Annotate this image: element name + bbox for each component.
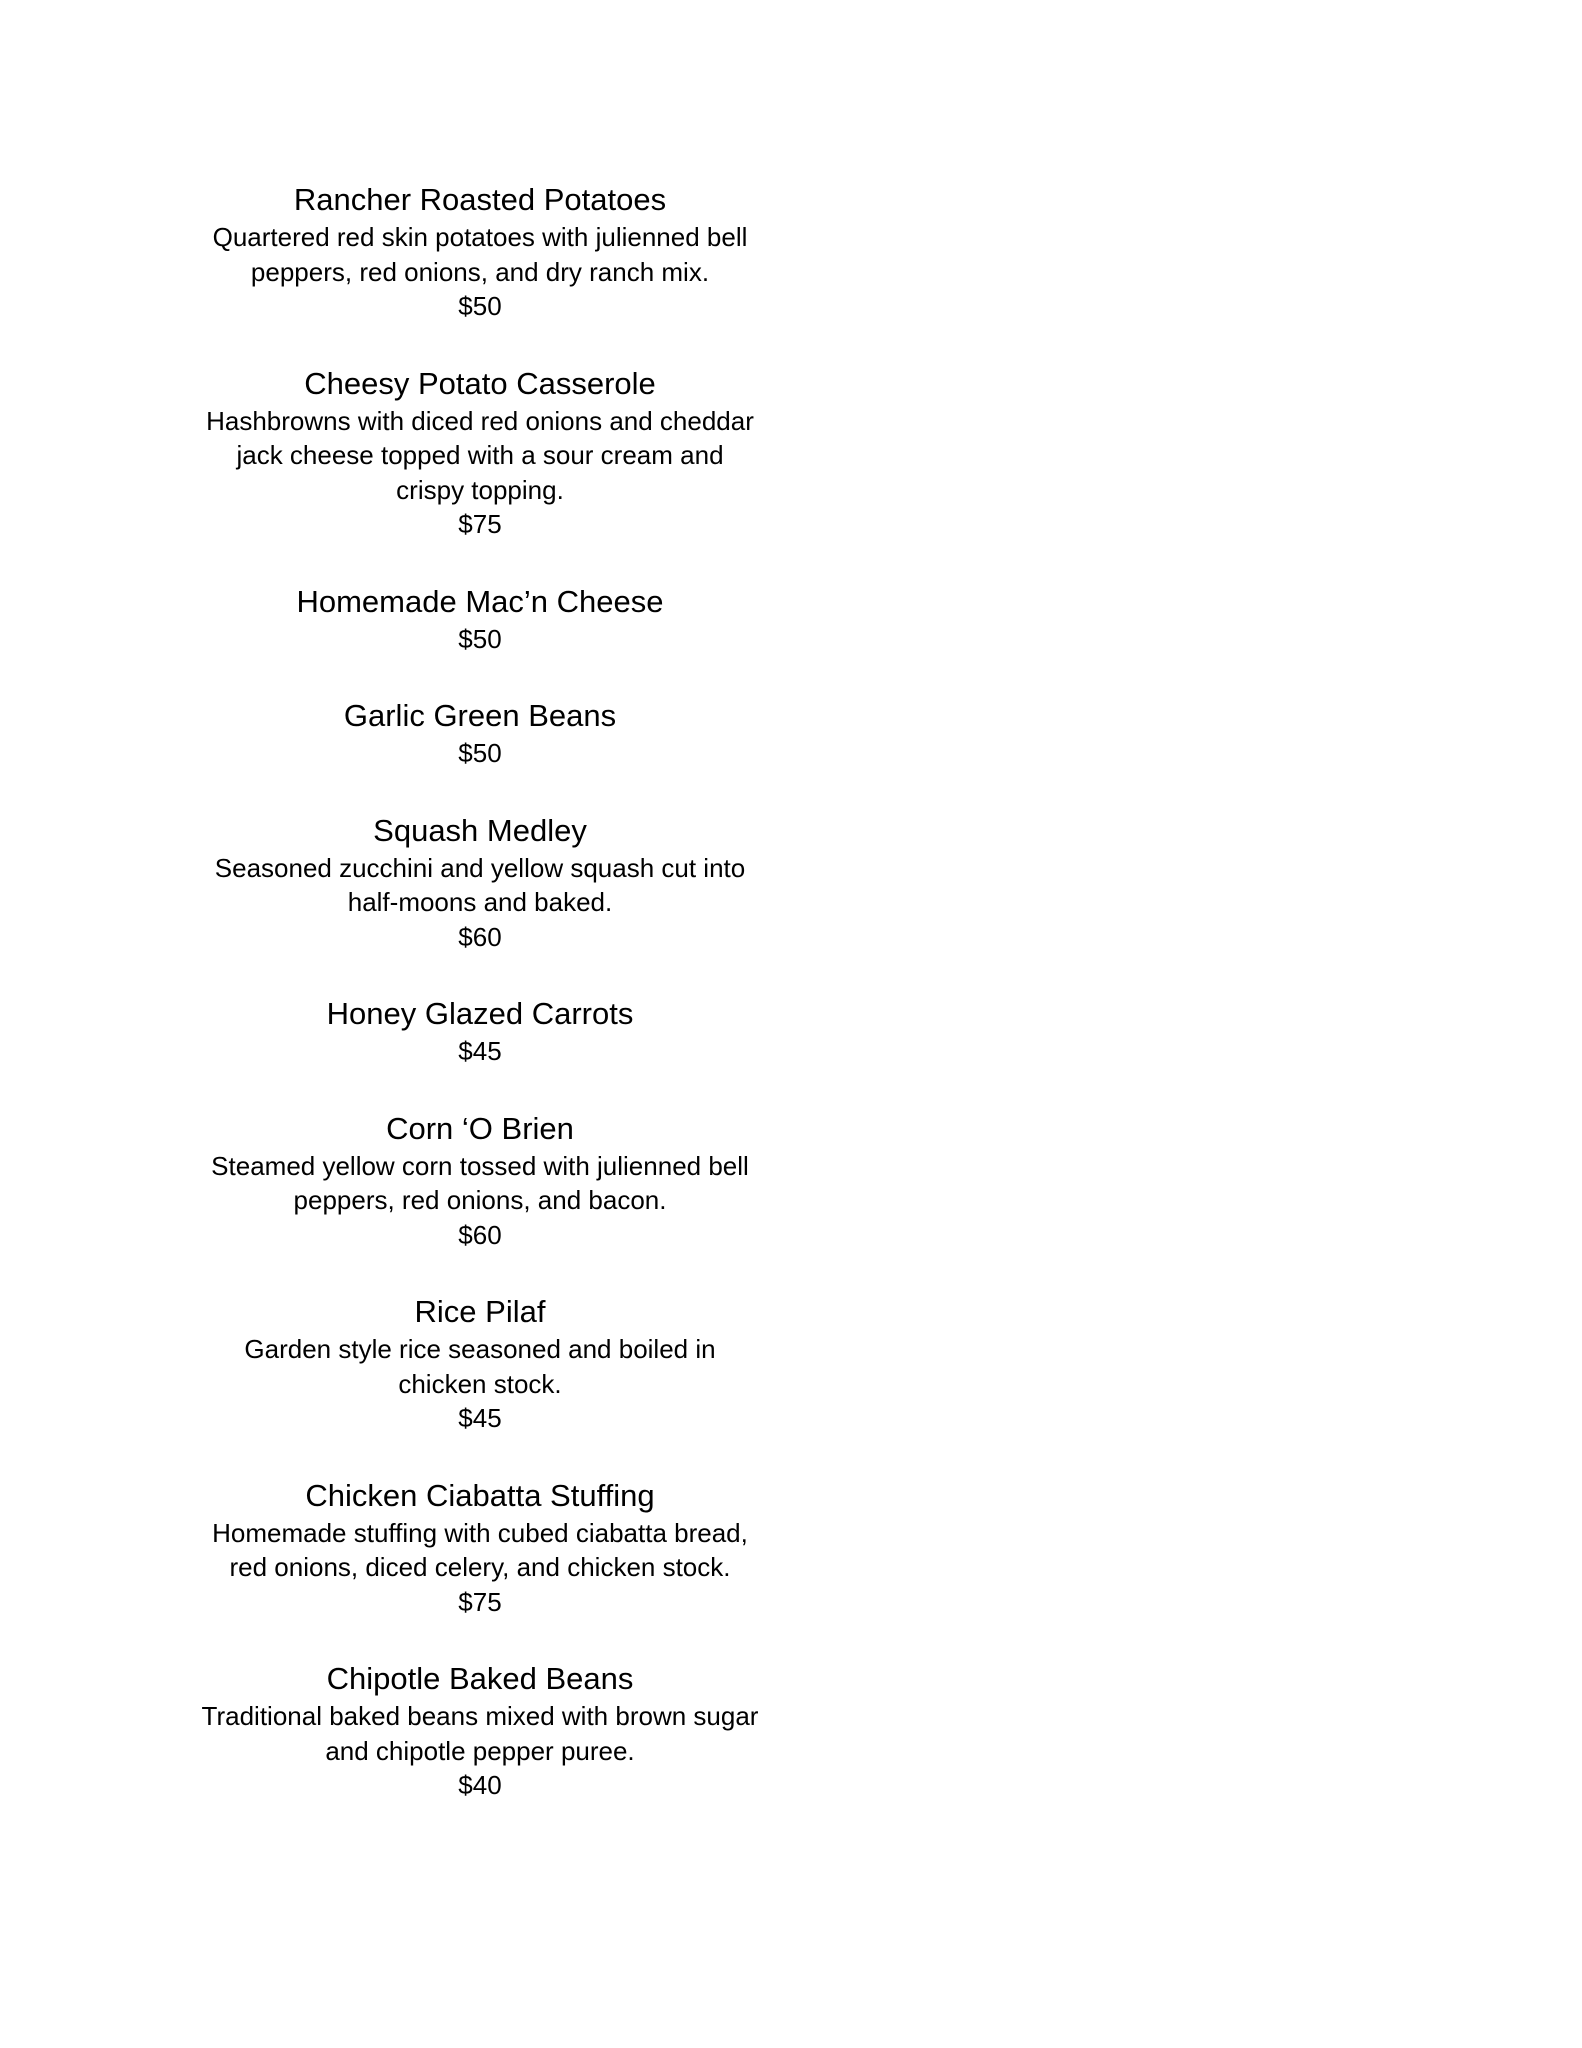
menu-item [130,364,830,542]
menu-item-name: Rancher Roasted Potatoes [293,182,667,217]
menu-item-description: Hashbrowns with diced red onions and cheddar jack cheese topped with a sour cream and crispy topping. [206,405,754,505]
menu-item-price: $60 [458,921,502,952]
menu-item [130,1109,830,1253]
menu-item [130,1476,830,1620]
menu-item-name: Cheesy Potato Casserole [304,365,656,401]
menu-item-price: $60 [458,1219,502,1250]
menu-item [130,696,830,771]
menu-item [130,180,830,324]
menu-item-price: $75 [458,1586,502,1617]
menu-item-name: Chicken Ciabatta Stuffing [305,1477,655,1513]
menu-item-name: Squash Medley [373,812,587,848]
menu-item-name: Chipotle Baked Beans [326,1661,634,1696]
menu-item [130,994,830,1069]
menu-item-name: Corn ‘O Brien [386,1110,574,1146]
menu-item [130,1292,830,1436]
menu-item-price: $50 [458,738,502,768]
menu-item-price: $45 [458,1403,502,1433]
menu-item-price: $50 [458,623,502,654]
menu-item-price: $40 [458,1770,502,1800]
menu-item-price: $75 [458,509,502,539]
menu-item-price: $50 [458,291,502,321]
menu-item-price: $45 [458,1036,502,1066]
menu-item-description: Steamed yellow corn tossed with julienned bell peppers, red onions, and bacon. [211,1150,749,1215]
menu-item [130,1659,830,1803]
menu-item-description: Traditional baked beans mixed with brown sugar and chipotle pepper puree. [201,1701,759,1766]
menu-item-description: Garden style rice seasoned and boiled in chicken stock. [244,1334,716,1399]
menu-item-description: Homemade stuffing with cubed ciabatta bread, red onions, diced celery, and chicken stock. [212,1517,748,1582]
menu-item-name: Garlic Green Beans [343,698,617,733]
menu-item-name: Honey Glazed Carrots [326,996,634,1031]
menu-item [130,811,830,955]
menu-item-name: Rice Pilaf [414,1294,546,1329]
menu-item [130,582,830,657]
menu-item-name: Homemade Mac’n Cheese [296,583,664,619]
menu-item-description: Quartered red skin potatoes with julienned bell peppers, red onions, and dry ranch mix. [212,222,748,287]
menu-item-description: Seasoned zucchini and yellow squash cut into half-moons and baked. [214,852,746,917]
side-dish-menu [130,180,830,1843]
